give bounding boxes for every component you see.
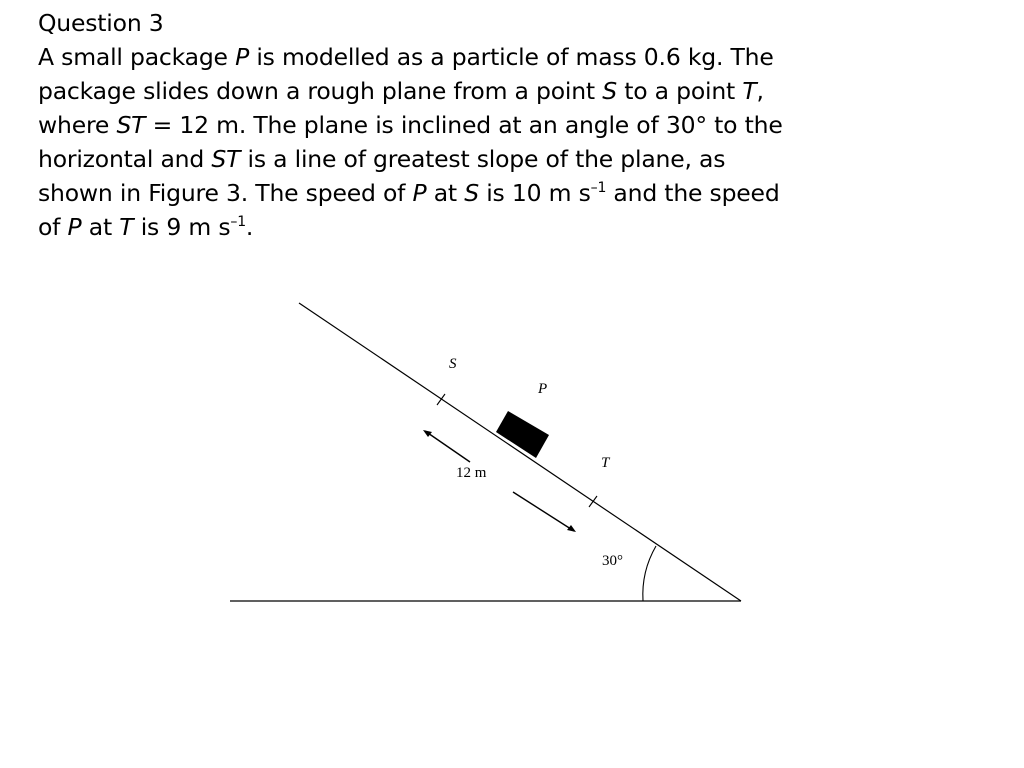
lower-arrow-shaft: [513, 492, 574, 531]
text-run-italic: S: [602, 77, 617, 105]
text-run: shown in Figure 3. The speed of: [38, 179, 413, 207]
upper-arrow-head: [423, 430, 432, 437]
text-run: is a line of greatest slope of the plane, as: [240, 145, 726, 173]
text-run: of: [38, 213, 68, 241]
text-run-italic: P: [412, 179, 427, 207]
text-run: A small package: [38, 43, 236, 71]
text-run: = 12 m. The plane is inclined at an angle of 30° to the: [145, 111, 783, 139]
label-s: S: [449, 356, 457, 372]
tick-mark-t: [589, 496, 597, 507]
text-run-italic: T: [119, 213, 134, 241]
text-run: is 10 m s: [478, 179, 591, 207]
text-run-italic: T: [742, 77, 757, 105]
text-run-italic: P: [67, 213, 82, 241]
text-run: package slides down a rough plane from a point: [38, 77, 603, 105]
text-run-italic: S: [464, 179, 479, 207]
question-heading: Question 3: [38, 9, 164, 37]
text-run: is 9 m s: [133, 213, 231, 241]
text-run: at: [426, 179, 465, 207]
text-run: where: [38, 111, 117, 139]
distance-label: 12 m: [456, 465, 487, 481]
text-run: and the speed: [606, 179, 780, 207]
upper-arrow-shaft: [425, 431, 470, 462]
text-run-italic: ST: [116, 111, 146, 139]
angle-label: 30°: [602, 553, 623, 569]
lower-arrow-head: [567, 525, 576, 532]
text-run: at: [81, 213, 120, 241]
text-run: .: [245, 213, 254, 241]
text-run: is modelled as a particle of mass 0.6 kg. The: [249, 43, 774, 71]
label-p: P: [538, 381, 548, 397]
inclined-plane-line: [299, 303, 741, 601]
text-run: to a point: [616, 77, 743, 105]
superscript: –1: [590, 180, 607, 196]
tick-mark-s: [437, 394, 445, 405]
superscript: –1: [230, 214, 246, 230]
text-run-italic: P: [235, 43, 250, 71]
text-run: horizontal and: [38, 145, 212, 173]
package-block: [496, 411, 549, 458]
label-t: T: [601, 455, 610, 471]
text-run: ,: [756, 77, 764, 105]
text-run-italic: ST: [211, 145, 241, 173]
angle-arc: [643, 546, 656, 601]
